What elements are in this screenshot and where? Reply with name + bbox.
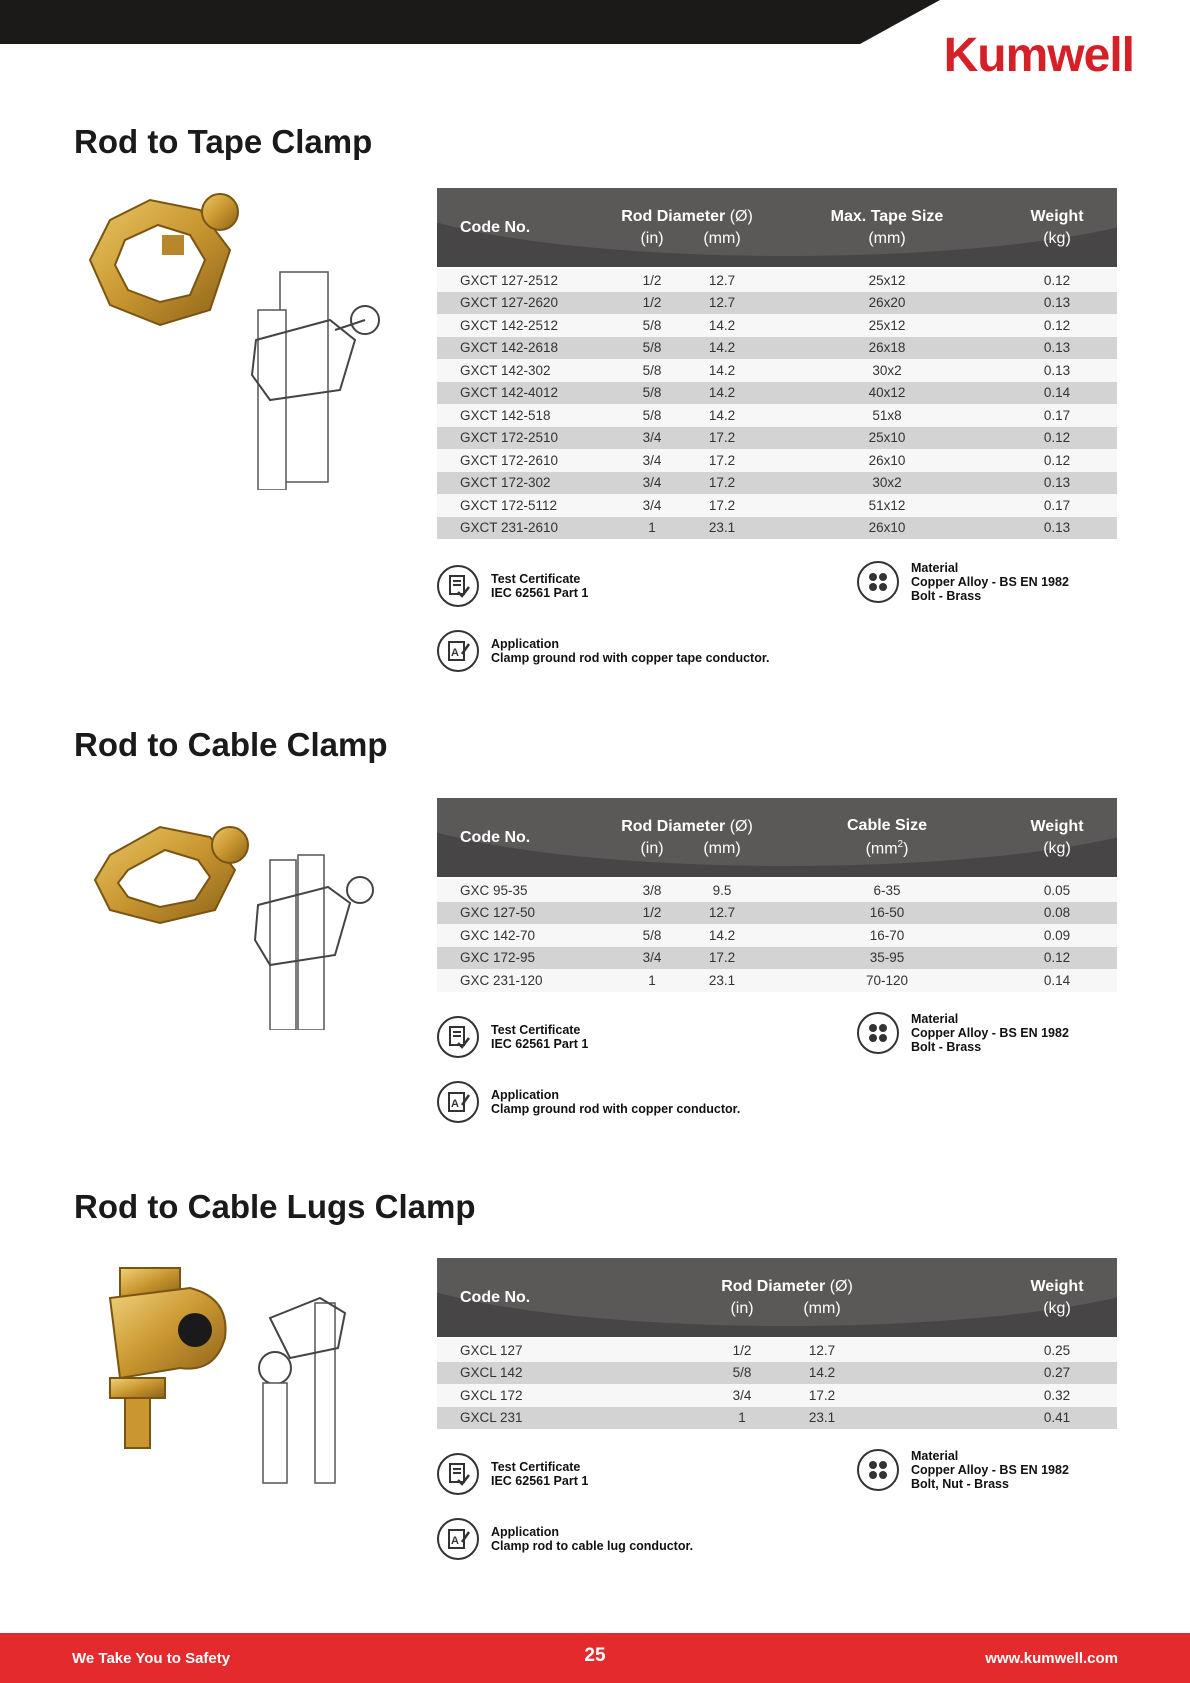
cell-in: 5/8 (642, 927, 662, 943)
cell-size: 30x2 (872, 362, 902, 378)
cell-code: GXCT 142-2512 (460, 317, 559, 333)
rod-to-tape-table (437, 188, 1117, 539)
application-icon (437, 1518, 479, 1560)
cell-size: 35-95 (869, 950, 905, 966)
table-row (437, 969, 1117, 992)
cell-code: GXCT 172-2510 (460, 430, 559, 446)
rod-to-tape-clamp-image (80, 190, 400, 490)
header-rod-diameter: Rod Diameter (Ø) (in) (mm) (721, 1277, 853, 1317)
cell-mm: 14.2 (708, 340, 736, 356)
table-body (437, 879, 1117, 992)
table-row (437, 314, 1117, 337)
cell-mm: 17.2 (708, 452, 736, 468)
header-rod-diameter: Rod Diameter (Ø) (in) (mm) (621, 817, 753, 857)
cell-mm: 17.2 (808, 1387, 836, 1403)
header-cable-size: Cable Size $(mm^2)$ (846, 816, 928, 858)
cell-kg: 0.27 (1043, 1365, 1071, 1381)
certificate-icon (437, 1016, 479, 1058)
cell-mm: 14.2 (708, 385, 736, 401)
footer-website-link[interactable]: www.kumwell.com (985, 1650, 1118, 1667)
svg-text:A: A (451, 647, 459, 659)
cell-code: GXCL 127 (460, 1342, 523, 1358)
cell-code: GXC 142-70 (460, 927, 536, 943)
svg-text:A: A (451, 1098, 459, 1110)
table-row (437, 879, 1117, 902)
cell-size: 40x12 (868, 385, 906, 401)
cell-size: 26x10 (868, 452, 906, 468)
cell-size: 25x12 (868, 317, 906, 333)
cell-in: 3/4 (642, 452, 662, 468)
cell-in: 3/4 (732, 1387, 752, 1403)
cell-mm: 14.2 (708, 927, 736, 943)
cell-kg: 0.13 (1043, 520, 1071, 536)
cell-size: 26x10 (868, 520, 906, 536)
cell-kg: 0.13 (1043, 362, 1071, 378)
cell-code: GXCT 142-518 (460, 407, 551, 423)
table-row (437, 1407, 1117, 1430)
cell-mm: 9.5 (712, 882, 732, 898)
cell-code: GXC 127-50 (460, 905, 536, 921)
table-row (437, 1384, 1117, 1407)
cell-in: 5/8 (642, 340, 662, 356)
cell-kg: 0.41 (1043, 1410, 1071, 1426)
cell-mm: 14.2 (708, 407, 736, 423)
certificate-icon (437, 1453, 479, 1495)
cell-size: 16-50 (869, 905, 905, 921)
cell-in: 1/2 (642, 295, 662, 311)
cell-size: 6-35 (873, 882, 901, 898)
cell-mm: 14.2 (808, 1365, 836, 1381)
cell-kg: 0.14 (1043, 385, 1071, 401)
application-info: A Application Clamp ground rod with copper conductor. (437, 1081, 740, 1123)
test-certificate-info: Test Certificate IEC 62561 Part 1 (437, 1453, 588, 1495)
cell-code: GXCT 127-2512 (460, 272, 559, 288)
rod-to-cable-table (437, 798, 1117, 992)
cell-code: GXCL 231 (460, 1410, 523, 1426)
cell-kg: 0.14 (1043, 972, 1071, 988)
cell-kg: 0.05 (1043, 882, 1071, 898)
cell-mm: 23.1 (808, 1410, 836, 1426)
table-row (437, 449, 1117, 472)
cell-in: 5/8 (642, 362, 662, 378)
table-row (437, 427, 1117, 450)
cell-in: 5/8 (642, 407, 662, 423)
table-row (437, 924, 1117, 947)
cell-code: GXCT 142-302 (460, 362, 551, 378)
cell-kg: 0.32 (1043, 1387, 1071, 1403)
material-icon (857, 561, 899, 603)
cell-mm: 12.7 (808, 1342, 836, 1358)
cell-in: 3/8 (642, 882, 662, 898)
table-body (437, 1339, 1117, 1429)
table-row (437, 947, 1117, 970)
cell-mm: 14.2 (708, 317, 736, 333)
cell-in: 1 (648, 972, 656, 988)
application-info: A Application Clamp ground rod with copper tape conductor. (437, 630, 769, 672)
section-title-rod-to-cable: Rod to Cable Clamp (74, 726, 388, 763)
cell-kg: 0.12 (1043, 950, 1071, 966)
rod-to-cable-clamp-image (80, 815, 400, 1030)
cell-code: GXCT 142-4012 (460, 385, 559, 401)
cell-mm: 12.7 (708, 272, 736, 288)
cell-in: 1/2 (642, 272, 662, 288)
cell-code: GXC 172-95 (460, 950, 536, 966)
cell-in: 1 (648, 520, 656, 536)
cell-code: GXCL 172 (460, 1387, 523, 1403)
cell-mm: 12.7 (708, 905, 736, 921)
cell-in: 5/8 (732, 1365, 752, 1381)
cell-mm: 14.2 (708, 362, 736, 378)
test-certificate-info: Test Certificate IEC 62561 Part 1 (437, 1016, 588, 1058)
application-info: A Application Clamp rod to cable lug conductor. (437, 1518, 693, 1560)
cell-code: GXCT 172-5112 (460, 497, 558, 513)
rod-to-cable-lugs-table (437, 1258, 1117, 1429)
cell-kg: 0.12 (1043, 452, 1071, 468)
cell-mm: 17.2 (708, 950, 736, 966)
page-number: 25 (584, 1645, 606, 1666)
footer-slogan: We Take You to Safety (72, 1650, 231, 1667)
cell-in: 1/2 (732, 1342, 752, 1358)
cell-size: 30x2 (872, 475, 902, 491)
cell-code: GXCT 231-2610 (460, 520, 559, 536)
cell-in: 5/8 (642, 385, 662, 401)
table-row (437, 404, 1117, 427)
table-header (437, 1258, 1117, 1337)
cell-mm: 17.2 (708, 497, 736, 513)
cell-in: 3/4 (642, 950, 662, 966)
cell-size: 16-70 (869, 927, 905, 943)
header-weight: Weight (kg) (1030, 1277, 1084, 1317)
cell-size: 26x18 (868, 340, 906, 356)
table-row (437, 1362, 1117, 1385)
cell-kg: 0.17 (1043, 407, 1071, 423)
section-title-rod-to-cable-lugs: Rod to Cable Lugs Clamp (74, 1188, 476, 1225)
cell-size: 51x12 (868, 497, 906, 513)
material-info: Material Copper Alloy - BS EN 1982 Bolt, Nut - Brass (857, 1449, 1069, 1491)
cell-mm: 12.7 (708, 295, 736, 311)
cell-in: 3/4 (642, 430, 662, 446)
header-weight: Weight (kg) (1030, 817, 1084, 857)
table-row (437, 517, 1117, 540)
header-code: Code No. (460, 1288, 531, 1306)
footer (0, 1633, 1190, 1683)
material-icon (857, 1012, 899, 1054)
table-row (437, 472, 1117, 495)
header-code: Code No. (460, 828, 531, 846)
table-row (437, 382, 1117, 405)
cell-size: 70-120 (865, 972, 909, 988)
table-row (437, 359, 1117, 382)
test-certificate-info: Test Certificate IEC 62561 Part 1 (437, 565, 588, 607)
cell-mm: 17.2 (708, 430, 736, 446)
cell-mm: 23.1 (708, 972, 736, 988)
cell-size: 25x12 (868, 272, 906, 288)
cell-kg: 0.25 (1043, 1342, 1071, 1358)
cell-in: 1/2 (642, 905, 662, 921)
cell-kg: 0.12 (1043, 272, 1071, 288)
header-rod-diameter: Rod Diameter (Ø) (in) (mm) (621, 207, 753, 247)
application-icon (437, 630, 479, 672)
header-code: Code No. (460, 218, 531, 236)
material-info: Material Copper Alloy - BS EN 1982 Bolt - Brass (857, 1012, 1069, 1054)
application-icon (437, 1081, 479, 1123)
table-row (437, 1339, 1117, 1362)
cell-code: GXC 95-35 (460, 882, 528, 898)
cell-code: GXCT 127-2620 (460, 295, 559, 311)
section-title-rod-to-tape: Rod to Tape Clamp (74, 123, 373, 160)
cell-size: 26x20 (868, 295, 906, 311)
table-row (437, 292, 1117, 315)
cell-in: 5/8 (642, 317, 662, 333)
cell-kg: 0.09 (1043, 927, 1071, 943)
cell-kg: 0.08 (1043, 905, 1071, 921)
table-header (437, 798, 1117, 877)
header-tape-size: Max. Tape Size (mm) (830, 207, 944, 247)
cell-kg: 0.12 (1043, 317, 1071, 333)
cell-kg: 0.13 (1043, 475, 1071, 491)
table-body (437, 269, 1117, 539)
table-header (437, 188, 1117, 267)
brand-logo: Kumwell (943, 29, 1134, 82)
header-weight: Weight (kg) (1030, 207, 1084, 247)
cell-mm: 17.2 (708, 475, 736, 491)
cell-code: GXCT 142-2618 (460, 340, 559, 356)
cell-in: 3/4 (642, 497, 662, 513)
cell-size: 25x10 (868, 430, 906, 446)
material-icon (857, 1449, 899, 1491)
cell-code: GXCT 172-2610 (460, 452, 559, 468)
table-row (437, 902, 1117, 925)
cell-size: 51x8 (872, 407, 902, 423)
rod-to-cable-lugs-clamp-image (80, 1258, 380, 1508)
cell-in: 1 (738, 1410, 746, 1426)
cell-code: GXC 231-120 (460, 972, 543, 988)
cell-kg: 0.12 (1043, 430, 1071, 446)
cell-code: GXCL 142 (460, 1365, 523, 1381)
table-row (437, 337, 1117, 360)
table-row (437, 269, 1117, 292)
cell-kg: 0.13 (1043, 295, 1071, 311)
cell-code: GXCT 172-302 (460, 475, 551, 491)
certificate-icon (437, 565, 479, 607)
cell-kg: 0.17 (1043, 497, 1071, 513)
cell-mm: 23.1 (708, 520, 736, 536)
cell-kg: 0.13 (1043, 340, 1071, 356)
cell-in: 3/4 (642, 475, 662, 491)
material-info: Material Copper Alloy - BS EN 1982 Bolt - Brass (857, 561, 1069, 603)
svg-text:A: A (451, 1535, 459, 1547)
table-row (437, 494, 1117, 517)
